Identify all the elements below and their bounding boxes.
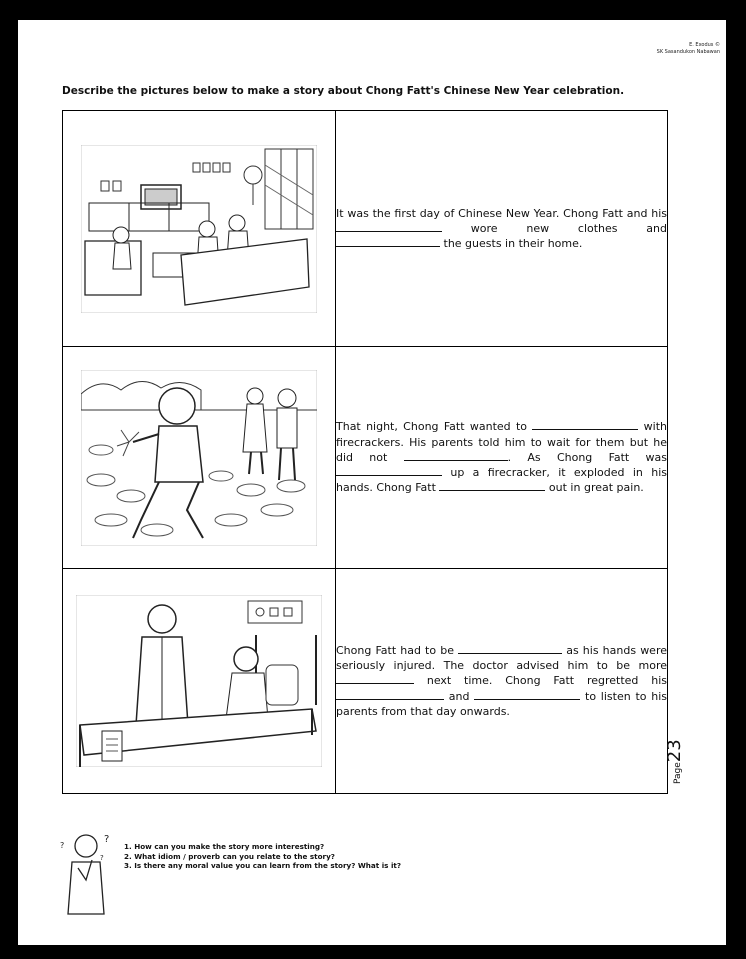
- picture-cell-1: [63, 111, 336, 347]
- text-segment: up a firecracker, it exploded in his hands. Chong Fatt: [336, 466, 668, 495]
- text-segment: . As Chong Fatt was: [507, 450, 667, 464]
- text-cell-1: [336, 111, 668, 347]
- story-row-3: [63, 569, 668, 794]
- story-row-2: [63, 347, 668, 569]
- text-segment: That night, Chong Fatt wanted to: [336, 420, 527, 434]
- svg-text:?: ?: [60, 841, 65, 850]
- story-row-1: [63, 111, 668, 347]
- credit-name: E. Exodus ©: [689, 42, 720, 48]
- question-3: 3. Is there any moral value you can learn from the story? What is it?: [124, 861, 402, 870]
- text-cell-2: [336, 347, 668, 569]
- answer-blank[interactable]: [404, 450, 508, 461]
- credit-school: SK Sasandukon Nabawan: [656, 49, 720, 55]
- paragraph-2: [336, 419, 667, 495]
- paragraph-1: [336, 206, 667, 252]
- text-segment: next time. Chong Fatt regretted his: [426, 674, 667, 688]
- text-segment: the guests in their home.: [443, 237, 583, 251]
- picture-cell-3: [63, 569, 336, 794]
- text-segment: It was the first day of Chinese New Year. Chong Fatt and his: [336, 206, 667, 220]
- answer-blank[interactable]: [532, 419, 638, 430]
- thinking-person-picture: [56, 828, 120, 920]
- page-number: [664, 739, 685, 784]
- picture-cell-2: [63, 347, 336, 569]
- text-segment: to listen to his parents from that day onwards.: [336, 689, 668, 718]
- text-segment: with firecrackers. His parents told him to wait for them but he did not: [336, 420, 667, 464]
- answer-blank[interactable]: [336, 673, 414, 684]
- page-number-value: 23: [664, 739, 685, 763]
- family-living-room-picture: [81, 145, 317, 313]
- text-segment: out in great pain.: [548, 481, 644, 495]
- instruction-text: Describe the pictures below to make a story about Chong Fatt's Chinese New Year celebration.: [62, 85, 625, 97]
- answer-blank[interactable]: [336, 221, 442, 232]
- answer-blank[interactable]: [336, 236, 440, 247]
- answer-blank[interactable]: [458, 643, 562, 654]
- answer-blank[interactable]: [474, 689, 580, 700]
- text-segment: Chong Fatt had to be: [336, 643, 454, 657]
- text-segment: and: [448, 689, 470, 703]
- text-segment: wore new clothes and: [470, 221, 667, 235]
- reflection-questions: [124, 842, 401, 871]
- paragraph-3: [336, 643, 667, 719]
- boy-firecracker-picture: [81, 370, 317, 546]
- question-1: 1. How can you make the story more interesting?: [124, 842, 325, 851]
- text-cell-3: [336, 569, 668, 794]
- answer-blank[interactable]: [439, 480, 545, 491]
- page-word: Page: [673, 762, 683, 784]
- svg-text:?: ?: [104, 834, 110, 845]
- text-segment: as his hands were seriously injured. The doctor advised him to be more: [336, 643, 668, 673]
- answer-blank[interactable]: [336, 689, 444, 700]
- hospital-picture: [76, 595, 322, 767]
- story-table: [62, 110, 668, 794]
- author-credit: [657, 42, 720, 56]
- svg-text:?: ?: [100, 854, 104, 862]
- question-2: 2. What idiom / proverb can you relate to the story?: [124, 851, 335, 861]
- answer-blank[interactable]: [336, 465, 442, 476]
